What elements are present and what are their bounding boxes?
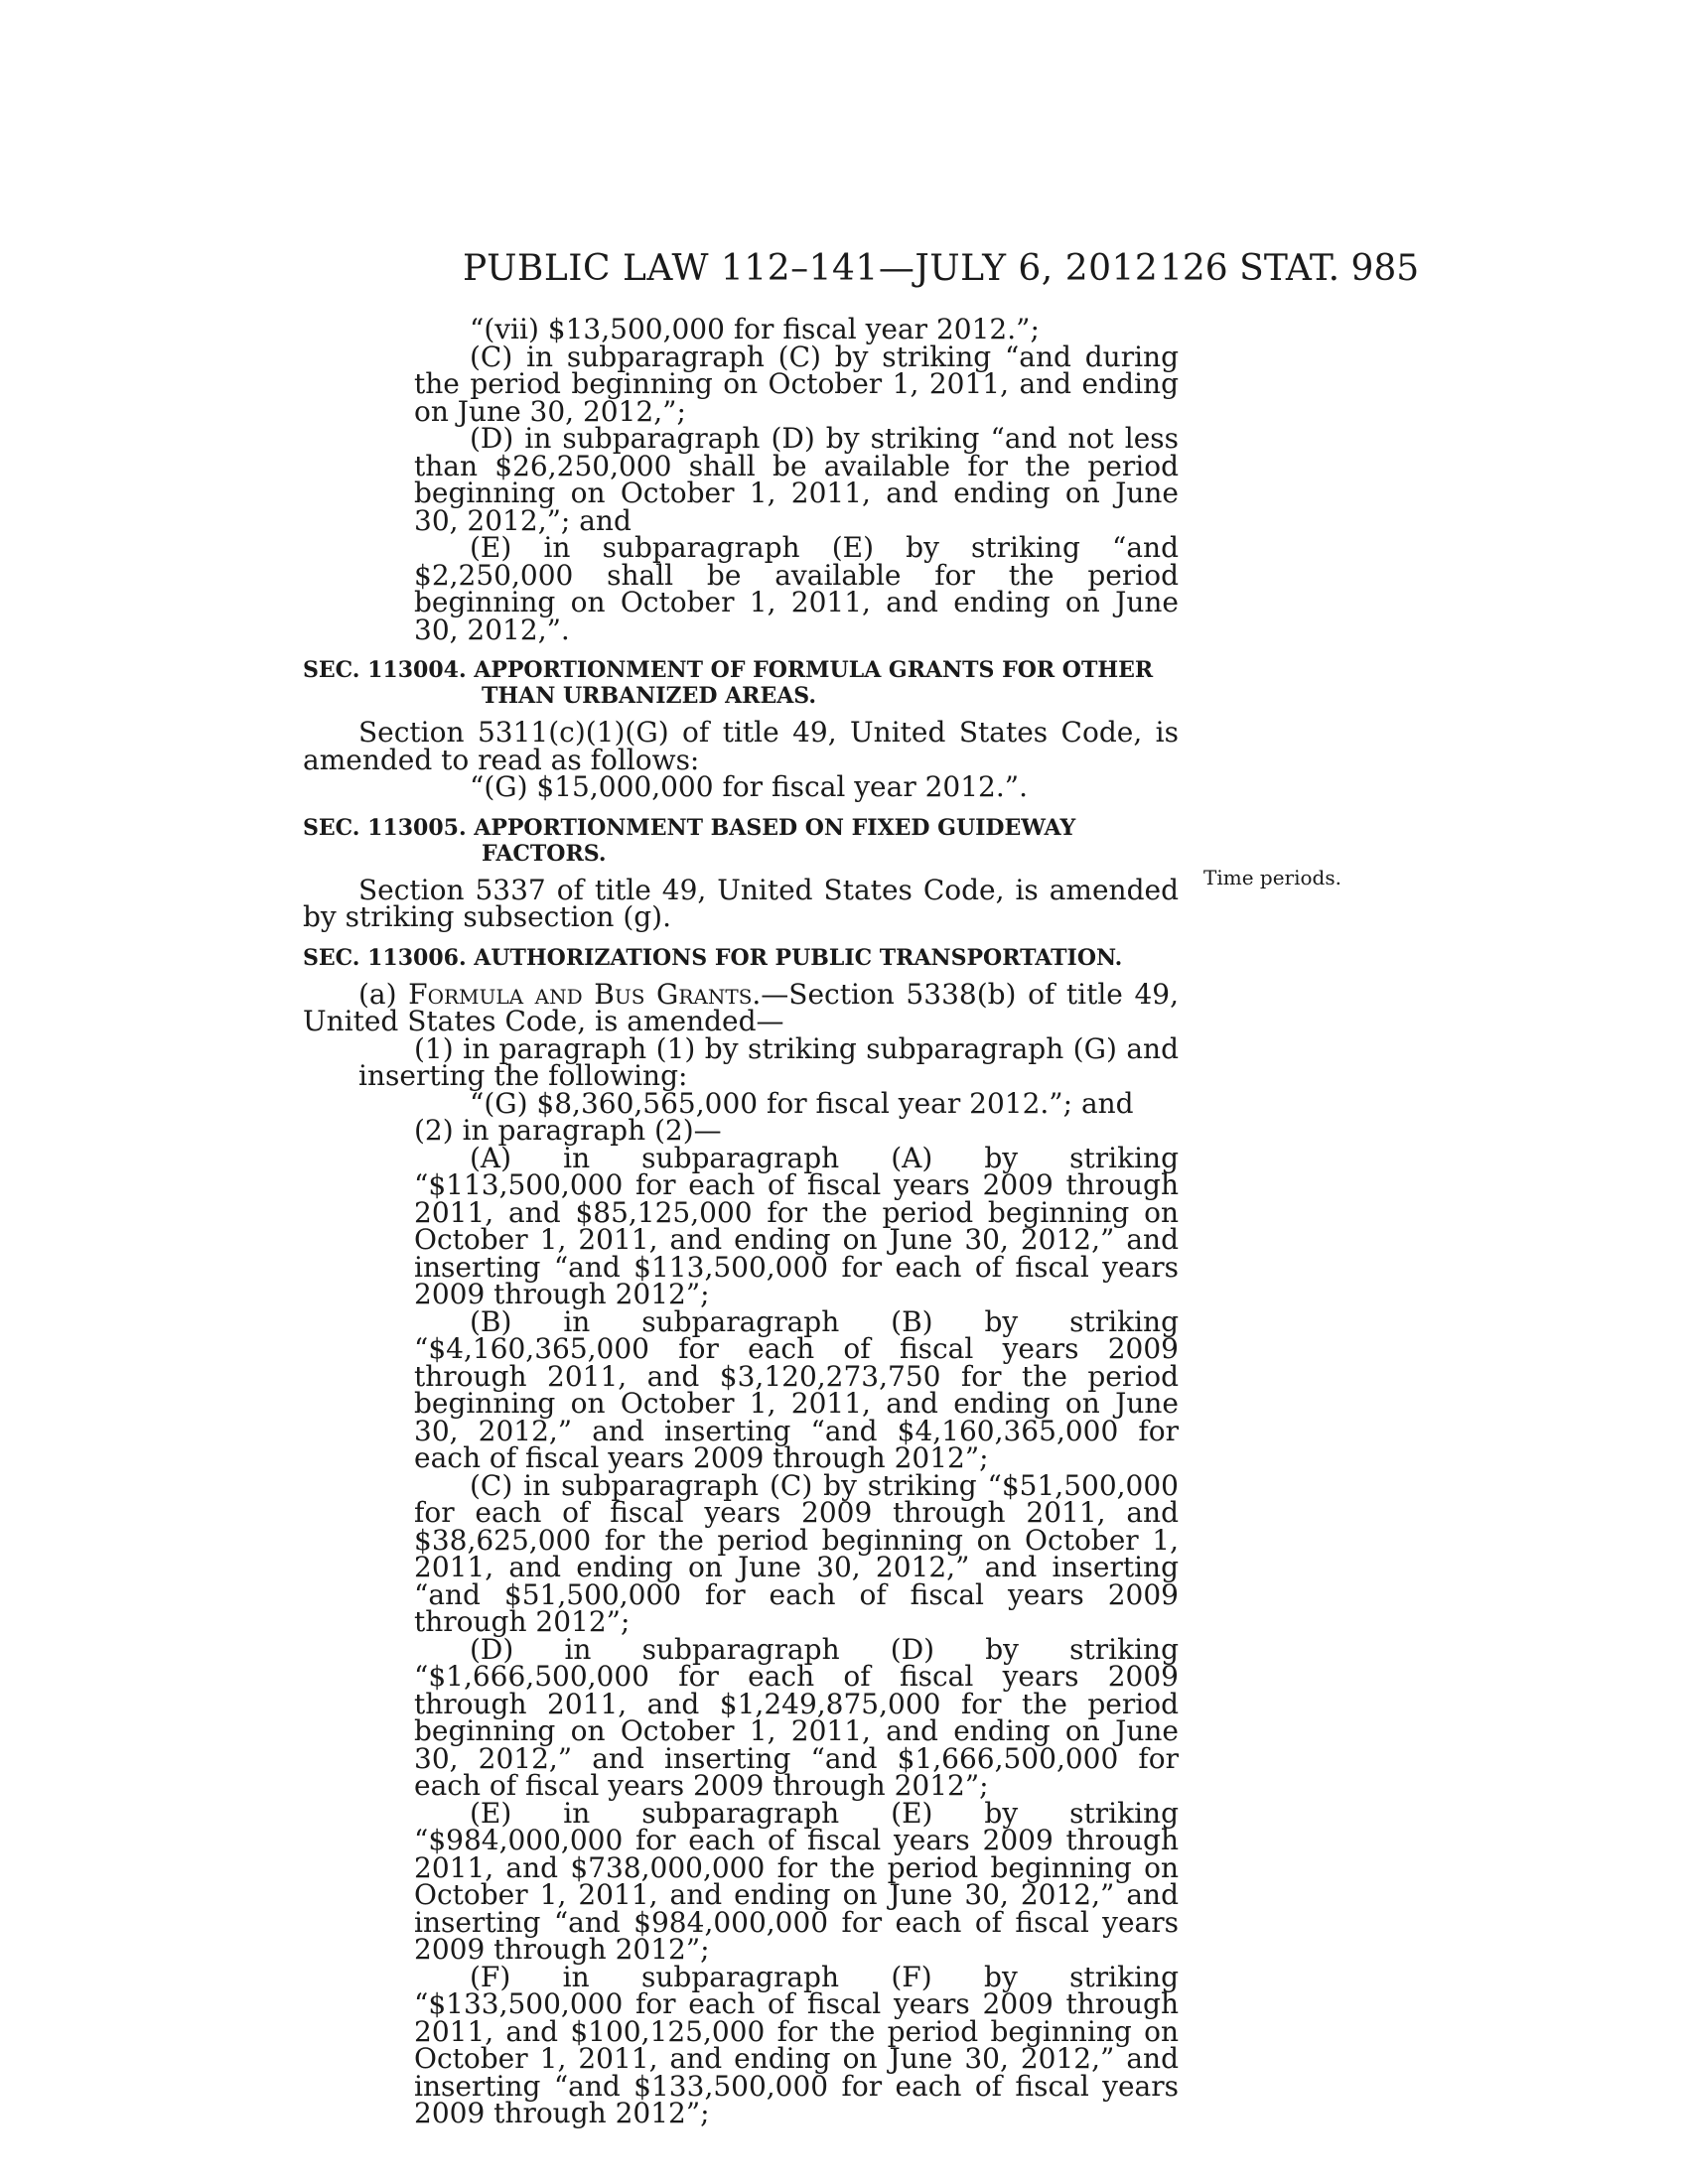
clause-vii: “(vii) $13,500,000 for fiscal year 2012.”; xyxy=(470,313,1040,345)
page-stat-number: 126 STAT. 985 xyxy=(1160,248,1420,289)
paragraph-2-sub-c: (C) in subparagraph (C) by striking “$51,500,000 for each of fiscal years 2009 through 2011, and $38,625,000 for the period beginning on October 1, 2011, and ending on June 30, 2012,” and inserting “and $51,500,000 for each of fiscal years 2009 through 2012”; xyxy=(414,1468,1179,1638)
running-header-title: PUBLIC LAW 112–141—JULY 6, 2012 xyxy=(463,248,1159,289)
section-113004-insert: “(G) $15,000,000 for fiscal year 2012.”. xyxy=(470,770,1028,803)
section-heading-113004: SEC. 113004. APPORTIONMENT OF FORMULA GRANTS FOR OTHER THAN URBANIZED AREAS. xyxy=(303,657,1154,709)
document-body xyxy=(303,313,1179,2129)
subparagraph-c-amend: (C) in subparagraph (C) by striking “and during the period beginning on October 1, 2011, and ending on June 30, 2012,”; xyxy=(414,340,1179,428)
section-heading-113005: SEC. 113005. APPORTIONMENT BASED ON FIXED GUIDEWAY FACTORS. xyxy=(303,814,1076,867)
paragraph-1-amend: (1) in paragraph (1) by striking subparagraph (G) and inserting the following: xyxy=(358,1031,1179,1092)
subparagraph-d-amend: (D) in subparagraph (D) by striking “and not less than $26,250,000 shall be available for the period beginning on October 1, 2011, and ending on June 30, 2012,”; and xyxy=(414,422,1179,537)
paragraph-2-sub-a: (A) in subparagraph (A) by striking “$113,500,000 for each of fiscal years 2009 through 2011, and $85,125,000 for the period beginning on October 1, 2011, and ending on June 30, 2012,” and inserting “and $113,500,000 for each of fiscal years 2009 through 2012”; xyxy=(414,1141,1179,1310)
paragraph-2-sub-b: (B) in subparagraph (B) by striking “$4,160,365,000 for each of fiscal years 2009 through 2011, and $3,120,273,750 for the period beginning on October 1, 2011, and ending on June 30, 2012,” and inserting “and $4,160,365,000 for each of fiscal years 2009 through 2012”; xyxy=(414,1304,1179,1474)
section-113005-text: Section 5337 of title 49, United States Code, is amended by striking subsection (g). xyxy=(303,873,1179,933)
paragraph-2-amend: (2) in paragraph (2)— xyxy=(414,1114,722,1147)
margin-note: Time periods. xyxy=(1203,866,1341,889)
subparagraph-e-amend: (E) in subparagraph (E) by striking “and $2,250,000 shall be available for the period beginning on October 1, 2011, and ending on June 30, 2012,”. xyxy=(414,531,1179,646)
paragraph-2-sub-e: (E) in subparagraph (E) by striking “$984,000,000 for each of fiscal years 2009 through 2011, and $738,000,000 for the period beginning on October 1, 2011, and ending on June 30, 2012,” and inserting “and $984,000,000 for each of fiscal years 2009 through 2012”; xyxy=(414,1796,1179,1966)
section-heading-113006: SEC. 113006. AUTHORIZATIONS FOR PUBLIC TRANSPORTATION. xyxy=(303,944,1123,971)
paragraph-1-insert: “(G) $8,360,565,000 for fiscal year 2012.”; and xyxy=(470,1086,1134,1120)
paragraph-2-sub-d: (D) in subparagraph (D) by striking “$1,666,500,000 for each of fiscal years 2009 through 2011, and $1,249,875,000 for the period beginning on October 1, 2011, and ending on June 30, 2012,” and inserting “and $1,666,500,000 for each of fiscal years 2009 through 2012”; xyxy=(414,1632,1179,1802)
subsection-a-formula-bus-grants: (a) Formula and Bus Grants.—Section 5338(b) of title 49, United States Code, is amended— xyxy=(303,977,1179,1037)
paragraph-2-sub-f: (F) in subparagraph (F) by striking “$133,500,000 for each of fiscal years 2009 through 2011, and $100,125,000 for the period beginning on October 1, 2011, and ending on June 30, 2012,” and inserting “and $133,500,000 for each of fiscal years 2009 through 2012”; xyxy=(414,1960,1179,2129)
section-113004-text: Section 5311(c)(1)(G) of title 49, United States Code, is amended to read as follows: xyxy=(303,716,1179,776)
